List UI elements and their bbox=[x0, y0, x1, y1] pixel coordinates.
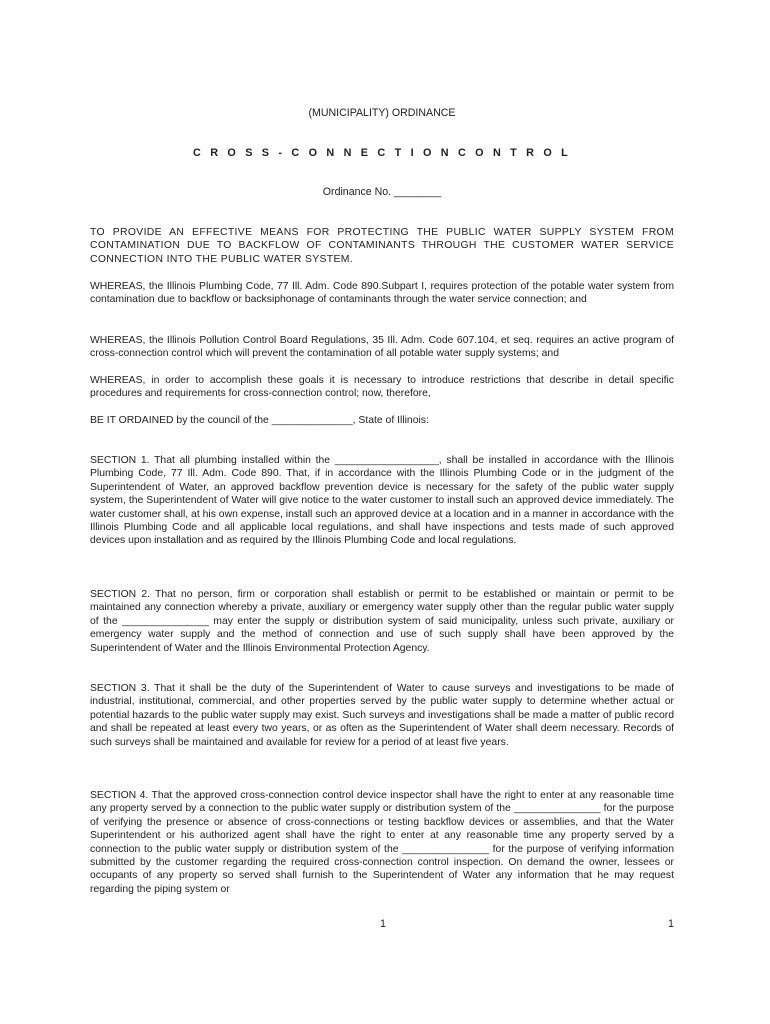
ordained-clause: BE IT ORDAINED by the council of the ______________, State of Illinois: bbox=[90, 415, 429, 426]
page-number-right: 1 bbox=[668, 918, 675, 930]
ordinance-number: Ordinance No. ________ bbox=[322, 186, 442, 198]
section-2: SECTION 2. That no person, firm or corporation shall establish or permit to be established or maintain or permit to be maintained any connection whereby a private, auxiliary or emergency water supply other than the regular public water supply of the _______________ may enter the supply or distribution system of said municipality, unless such private, auxiliary or emergency water supply and the method of connection and use of such supply shall have been approved by the Superintendent of Water and the Illinois Environmental Protection Agency. bbox=[90, 589, 674, 654]
section-1: SECTION 1. That all plumbing installed within the __________________, shall be installed in accordance with the Illinois Plumbing Code, 77 Ill. Adm. Code 890. That, if in accordance with the Illinois Plumbing Code or in the judgment of the Superintendent of Water, an approved backflow prevention device is necessary for the safety of the public water supply system, the Superintendent of Water will give notice to the water customer to install such an approved device immediately. The water customer shall, at his own expense, install such an approved device at a location and in a manner in accordance with the Illinois Plumbing Code and all applicable local regulations, and shall have inspections and tests made of such approved devices upon installation and as required by the Illinois Plumbing Code and local regulations. bbox=[90, 455, 674, 547]
page-number-center: 1 bbox=[380, 918, 387, 930]
section-3: SECTION 3. That it shall be the duty of the Superintendent of Water to cause surveys and investigations to be made of industrial, institutional, commercial, and other properties served by the public water supply to determine whether actual or potential hazards to the public water supply may exist. Such surveys and investigations shall be made a matter of public record and shall be repeated at least every two years, or as often as the Superintendent of Water shall deem necessary. Records of such surveys shall be maintained and available for review for a period of at least five years. bbox=[90, 683, 674, 748]
document-title: C R O S S - C O N N E C T I O N C O N T R O L bbox=[193, 147, 571, 159]
whereas-paragraph-2: WHEREAS, the Illinois Pollution Control Board Regulations, 35 Ill. Adm. Code 607.104, et seq. requires an active program of cross-connection control which will prevent the contamination of all potable water supply systems; and bbox=[90, 335, 674, 360]
whereas-paragraph-1: WHEREAS, the Illinois Plumbing Code, 77 Ill. Adm. Code 890.Subpart I, requires protection of the potable water system from contamination due to backflow or backsiphonage of contaminants through the water service connection; and bbox=[90, 281, 674, 306]
purpose-statement: TO PROVIDE AN EFFECTIVE MEANS FOR PROTECTING THE PUBLIC WATER SUPPLY SYSTEM FROM CONTAMINATION DUE TO BACKFLOW OF CONTAMINANTS THROUGH THE CUSTOMER WATER SERVICE CONNECTION INTO THE PUBLIC WATER SYSTEM. bbox=[90, 227, 674, 265]
ordinance-heading: (MUNICIPALITY) ORDINANCE bbox=[308, 107, 456, 119]
section-4: SECTION 4. That the approved cross-connection control device inspector shall have the right to enter at any reasonable time any property served by a connection to the public water supply or distribution system of the _______________ for the purpose of verifying the presence or absence of cross-connections or testing backflow devices or assemblies, and that the Water Superintendent or his authorized agent shall have the right to enter at any reasonable time any property served by a connection to the public water supply or distribution system of the _______________ for the purpose of verifying information submitted by the customer regarding the required cross-connection control inspection. On demand the owner, lessees or occupants of any property so served shall furnish to the Superintendent of Water any information that he may request regarding the piping system or bbox=[90, 790, 674, 895]
whereas-paragraph-3: WHEREAS, in order to accomplish these goals it is necessary to introduce restrictions that describe in detail specific procedures and requirements for cross-connection control; now, therefore, bbox=[90, 375, 674, 400]
